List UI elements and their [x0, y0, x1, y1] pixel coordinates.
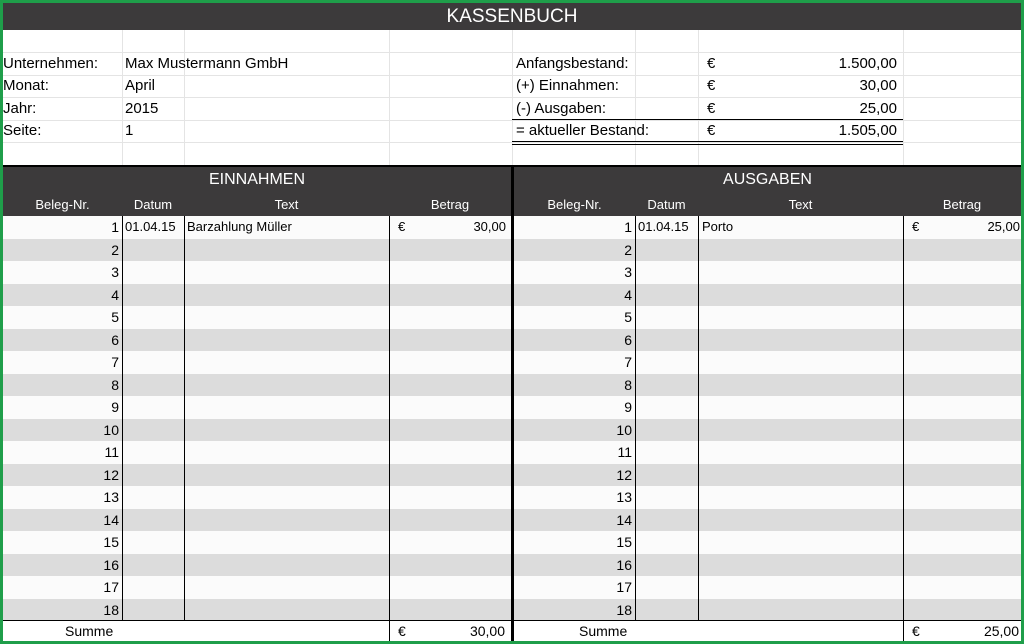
income-sum-label: Summe: [65, 623, 114, 639]
month-value[interactable]: April: [125, 77, 156, 94]
table-row[interactable]: [3, 554, 511, 577]
table-row[interactable]: [514, 576, 1021, 599]
beleg-nr-cell[interactable]: 18: [103, 601, 119, 618]
beleg-nr-cell[interactable]: 3: [624, 264, 632, 280]
beleg-nr-cell[interactable]: 15: [103, 534, 119, 550]
table-row[interactable]: [3, 486, 511, 509]
table-row[interactable]: [514, 329, 1021, 352]
beleg-nr-cell[interactable]: 9: [624, 399, 632, 415]
column-separator: [903, 216, 904, 641]
table-row[interactable]: [514, 419, 1021, 442]
table-row[interactable]: [3, 239, 511, 262]
table-row[interactable]: [514, 306, 1021, 329]
expense-sum-label: Summe: [579, 623, 628, 639]
table-row[interactable]: [514, 396, 1021, 419]
table-row[interactable]: [3, 441, 511, 464]
table-row[interactable]: [3, 306, 511, 329]
beleg-nr-cell[interactable]: 4: [624, 286, 632, 303]
beleg-nr-cell[interactable]: 10: [103, 421, 119, 438]
expense-sum-value: 25,00: [983, 623, 1019, 639]
income-total-value: 30,00: [859, 77, 897, 94]
betrag-cell[interactable]: 30,00: [473, 219, 506, 234]
table-row[interactable]: [514, 464, 1021, 487]
beleg-nr-cell[interactable]: 12: [616, 466, 632, 483]
table-row[interactable]: [514, 554, 1021, 577]
table-row[interactable]: [3, 464, 511, 487]
income-sum-value: 30,00: [469, 623, 505, 639]
currency-symbol: €: [707, 100, 716, 117]
beleg-nr-cell[interactable]: 17: [616, 579, 632, 595]
month-label: Monat:: [3, 77, 49, 94]
table-row[interactable]: [514, 599, 1021, 622]
beleg-nr-cell[interactable]: 2: [111, 241, 119, 258]
year-value[interactable]: 2015: [125, 100, 159, 117]
table-row[interactable]: [3, 396, 511, 419]
currency-symbol: €: [707, 55, 716, 72]
table-row[interactable]: [514, 509, 1021, 532]
beleg-nr-cell[interactable]: 5: [111, 309, 119, 325]
table-row[interactable]: [3, 419, 511, 442]
beleg-nr-cell[interactable]: 14: [616, 511, 632, 528]
datum-cell[interactable]: 01.04.15: [125, 219, 176, 234]
beleg-nr-cell[interactable]: 3: [111, 264, 119, 280]
table-row[interactable]: [514, 351, 1021, 374]
column-separator: [389, 216, 390, 641]
income-col-text: Text: [184, 193, 389, 216]
double-rule: [512, 144, 903, 145]
beleg-nr-cell[interactable]: 6: [624, 331, 632, 348]
table-row[interactable]: [3, 599, 511, 622]
expense-col-text: Text: [698, 193, 903, 216]
expense-total-label: (-) Ausgaben:: [516, 100, 607, 117]
table-row[interactable]: [3, 284, 511, 307]
table-row[interactable]: [514, 284, 1021, 307]
beleg-nr-cell[interactable]: 17: [103, 579, 119, 595]
current-balance-value: 1.505,00: [838, 122, 897, 139]
beleg-nr-cell[interactable]: 11: [617, 444, 632, 460]
beleg-nr-cell[interactable]: 1: [111, 219, 119, 235]
income-col-datum: Datum: [122, 193, 184, 216]
currency-symbol: €: [707, 122, 716, 139]
grid-line: [184, 30, 185, 165]
spreadsheet: [3, 3, 1021, 641]
currency-symbol: €: [707, 77, 716, 94]
beleg-nr-cell[interactable]: 13: [103, 489, 119, 505]
company-label: Unternehmen:: [3, 55, 99, 72]
table-row[interactable]: [514, 531, 1021, 554]
income-section-header: EINNAHMEN: [3, 167, 511, 193]
expense-col-beleg: Beleg-Nr.: [514, 193, 635, 216]
beleg-nr-cell[interactable]: 6: [111, 331, 119, 348]
text-cell[interactable]: Barzahlung Müller: [187, 219, 292, 234]
currency-cell: €: [398, 219, 406, 234]
beleg-nr-cell[interactable]: 16: [103, 556, 119, 573]
beleg-nr-cell[interactable]: 13: [616, 489, 632, 505]
income-sum-currency: €: [398, 623, 406, 639]
sum-rule: [3, 620, 1021, 621]
table-row[interactable]: [3, 216, 511, 239]
table-row[interactable]: [514, 261, 1021, 284]
table-row[interactable]: [514, 441, 1021, 464]
table-row[interactable]: [514, 486, 1021, 509]
beleg-nr-cell[interactable]: 5: [624, 309, 632, 325]
opening-balance-label: Anfangsbestand:: [516, 55, 629, 72]
current-balance-label: = aktueller Bestand:: [516, 122, 650, 139]
table-row[interactable]: [514, 374, 1021, 397]
beleg-nr-cell[interactable]: 4: [111, 286, 119, 303]
income-col-betrag: Betrag: [389, 193, 511, 216]
beleg-nr-cell[interactable]: 15: [616, 534, 632, 550]
company-value[interactable]: Max Mustermann GmbH: [125, 55, 289, 72]
beleg-nr-cell[interactable]: 9: [111, 399, 119, 415]
beleg-nr-cell[interactable]: 18: [616, 601, 632, 618]
column-separator: [122, 216, 123, 620]
expense-section-header: AUSGABEN: [514, 167, 1021, 193]
beleg-nr-cell[interactable]: 7: [624, 354, 632, 370]
table-row[interactable]: [3, 374, 511, 397]
currency-cell: €: [912, 219, 920, 234]
year-label: Jahr:: [3, 100, 37, 117]
column-separator: [184, 216, 185, 620]
income-col-beleg: Beleg-Nr.: [3, 193, 122, 216]
income-total-label: (+) Einnahmen:: [516, 77, 619, 94]
column-separator: [698, 216, 699, 620]
beleg-nr-cell[interactable]: 1: [624, 219, 632, 235]
page-value[interactable]: 1: [125, 122, 134, 139]
datum-cell[interactable]: 01.04.15: [638, 219, 689, 234]
page-label: Seite:: [3, 122, 42, 139]
expense-total-value: 25,00: [859, 100, 897, 117]
expense-col-betrag: Betrag: [903, 193, 1021, 216]
column-separator: [635, 216, 636, 620]
beleg-nr-cell[interactable]: 8: [624, 376, 632, 393]
table-row[interactable]: [514, 216, 1021, 239]
table-row[interactable]: [3, 531, 511, 554]
beleg-nr-cell[interactable]: 12: [103, 466, 119, 483]
grid-line: [389, 30, 390, 165]
table-row[interactable]: [3, 261, 511, 284]
grid-line: [903, 30, 904, 165]
beleg-nr-cell[interactable]: 10: [616, 421, 632, 438]
sheet-title: KASSENBUCH: [3, 3, 1021, 30]
beleg-nr-cell[interactable]: 11: [104, 444, 119, 460]
table-row[interactable]: [3, 509, 511, 532]
beleg-nr-cell[interactable]: 16: [616, 556, 632, 573]
table-row[interactable]: [3, 576, 511, 599]
text-cell[interactable]: Porto: [702, 219, 734, 234]
betrag-cell[interactable]: 25,00: [987, 219, 1020, 234]
grid-line: [122, 30, 123, 165]
table-row[interactable]: [514, 239, 1021, 262]
table-row[interactable]: [3, 329, 511, 352]
table-row[interactable]: [3, 351, 511, 374]
beleg-nr-cell[interactable]: 2: [624, 241, 632, 258]
double-rule: [512, 141, 903, 142]
expense-sum-currency: €: [912, 623, 920, 639]
beleg-nr-cell[interactable]: 14: [103, 511, 119, 528]
beleg-nr-cell[interactable]: 8: [111, 376, 119, 393]
expense-col-datum: Datum: [635, 193, 698, 216]
beleg-nr-cell[interactable]: 7: [111, 354, 119, 370]
opening-balance-value[interactable]: 1.500,00: [838, 55, 897, 72]
